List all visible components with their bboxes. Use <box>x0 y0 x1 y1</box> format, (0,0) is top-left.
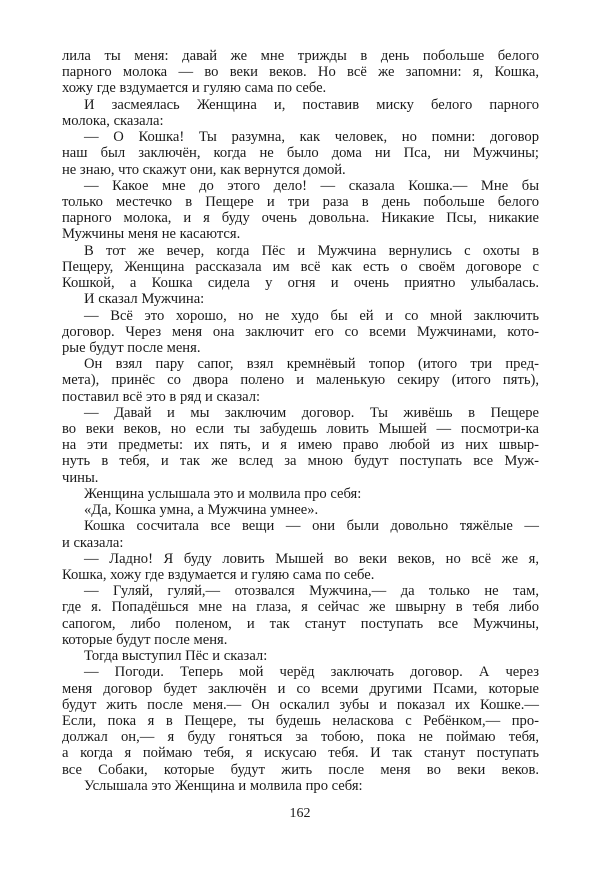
text-line: Услышала это Женщина и молвила про себя: <box>84 777 363 794</box>
text-line: рые будут после меня. <box>62 339 201 356</box>
text-line: которые будут после меня. <box>62 631 228 648</box>
text-line: — Погоди. Теперь мой черёд заключать договор. А через <box>84 664 539 681</box>
text-line: парного молока — во веки веков. Но всё же запомни: я, Кошка, <box>62 64 539 81</box>
text-line: на эти предметы: их пять, и я имею право любой из них швыр- <box>62 437 539 454</box>
text-line: В тот же вечер, когда Пёс и Мужчина вернулись с охоты в <box>84 242 539 259</box>
text-line: и сказала: <box>62 534 124 551</box>
text-line: Женщина услышала это и молвила про себя: <box>84 485 362 502</box>
text-line: поставил всё это в ряд и сказал: <box>62 388 261 405</box>
text-line: — Ладно! Я буду ловить Мышей во веки веков, но всё же я, <box>84 550 539 567</box>
text-line: должал он,— я буду гоняться за тобою, пока не поймаю тебя, <box>62 729 539 746</box>
text-line: Если, пока я в Пещере, ты будешь неласкова с Ребёнком,— про- <box>62 712 539 729</box>
text-line: Он взял пару сапог, взял кремнёвый топор (итого три пред- <box>84 356 539 373</box>
text-line: Тогда выступил Пёс и сказал: <box>84 648 268 665</box>
text-line: — Какое мне до этого дело! — сказала Кошка.— Мне бы <box>84 177 539 194</box>
text-line: Пещеру, Женщина рассказала им всё как есть о своём договоре с <box>62 258 539 275</box>
text-line: нуть в тебя, и так же вслед за мною будут поступать все Муж- <box>62 453 539 470</box>
text-line: Кошкой, а Кошка сидела у огня и очень приятно улыбалась. <box>62 275 539 292</box>
text-line: сапогом, либо поленом, и так станут поступать все Мужчины, <box>62 615 539 632</box>
page-body <box>62 48 539 794</box>
text-line: — Давай и мы заключим договор. Ты живёшь в Пещере <box>84 404 539 421</box>
text-line: договор. Через меня она заключит его со всеми Мужчинами, кото- <box>62 323 539 340</box>
text-line: Мужчины меня не касаются. <box>62 226 241 243</box>
text-line: молока, сказала: <box>62 112 164 129</box>
text-line: не знаю, что скажут они, как вернутся домой. <box>62 161 346 178</box>
text-line: наш был заключён, когда не было дома ни Пса, ни Мужчины; <box>62 145 539 162</box>
text-line: — Гуляй, гуляй,— отозвался Мужчина,— да только не там, <box>84 583 539 600</box>
text-line: лила ты меня: давай же мне трижды в день побольше белого <box>62 48 539 64</box>
text-line: И засмеялась Женщина и, поставив миску белого парного <box>84 96 539 113</box>
text-line: Кошка сосчитала все вещи — они были довольно тяжёлые — <box>84 518 539 535</box>
text-line: где я. Попадёшься мне на глаза, я сейчас же швырну в тебя либо <box>62 599 539 616</box>
text-line: — О Кошка! Ты разумна, как человек, но помни: договор <box>84 129 539 146</box>
page-number: 162 <box>289 806 311 821</box>
text-line: хожу где вздумается и гуляю сама по себе. <box>62 80 327 97</box>
text-line: И сказал Мужчина: <box>84 291 205 308</box>
text-line: все Собаки, которые будут жить после меня во веки веков. <box>62 761 539 778</box>
text-line: Кошка, хожу где вздумается и гуляю сама по себе. <box>62 567 375 583</box>
text-line: парного молока, и я буду очень довольна. Никакие Псы, никакие <box>62 210 539 227</box>
text-line: мета), принёс со двора полено и маленькую секиру (итого пять), <box>62 372 539 389</box>
text-line: будут жить после меня.— Он оскалил зубы и показал их Кошке.— <box>62 696 539 713</box>
text-line: а когда я поймаю тебя, я искусаю тебя. И так станут поступать <box>62 745 539 762</box>
text-line: чины. <box>62 469 99 486</box>
text-line: — Всё это хорошо, но не худо бы ей и со мной заключить <box>84 307 539 324</box>
text-line: меня договор будет заключён и со всеми другими Псами, которые <box>62 680 539 697</box>
text-line: «Да, Кошка умна, а Мужчина умнее». <box>84 502 319 519</box>
text-line: во веки веков, но если ты забудешь ловить Мышей — посмотри-ка <box>62 421 539 438</box>
text-line: только местечко в Пещере и три раза в день побольше белого <box>62 193 539 210</box>
